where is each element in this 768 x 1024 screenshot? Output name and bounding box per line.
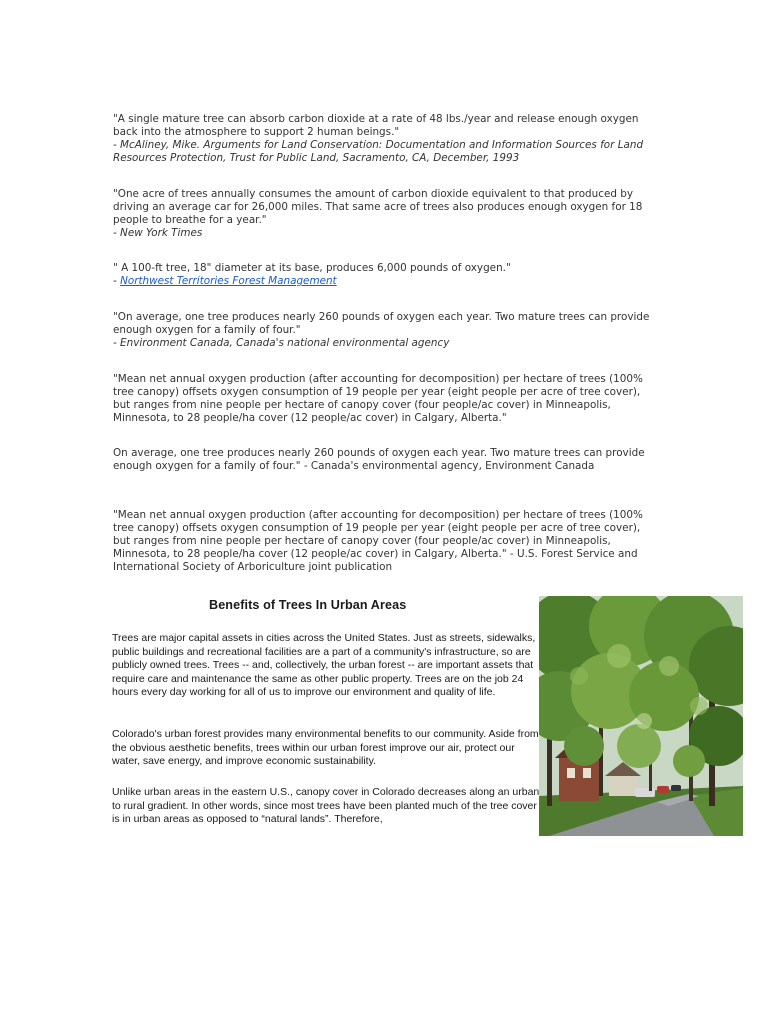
section-title: Benefits of Trees In Urban Areas <box>209 598 407 612</box>
quote-text: "Mean net annual oxygen production (after accounting for decomposition) per hectare of trees (100% tree canopy) offsets oxygen consumption of 19 people per year (eight people per acre of tree cover), but ranges from nine people per hectare of canopy cover (four people/ac cover) in Minneapolis, Minnesota, to 28 people/ha cover (12 people/ac cover) in Calgary, Alberta." <box>113 373 643 424</box>
quote-text: On average, one tree produces nearly 260 pounds of oxygen each year. Two mature trees can provide enough oxygen for a family of four." - Canada's environmental agency, Environment Canada <box>113 447 645 472</box>
quote-text: " A 100-ft tree, 18" diameter at its base, produces 6,000 pounds of oxygen." <box>113 262 511 274</box>
section-paragraph-3: Unlike urban areas in the eastern U.S., canopy cover in Colorado decreases along an urban to rural gradient. In other words, since most trees have been planted much of the tree cover is in urban areas as opposed to “natural lands”. Therefore, <box>112 786 540 826</box>
section-paragraph-1: Trees are major capital assets in cities across the United States. Just as streets, sidewalks, public buildings and recreational facilities are a part of a community's infrastructure, so are publicly owned trees. Trees -- and, collectively, the urban forest -- are important assets that require care and maintenance the same as other public property. Trees are on the job 24 hours every day working for all of us to improve our environment and quality of life. <box>112 632 536 699</box>
quote-source: - Environment Canada, Canada's national environmental agency <box>113 336 450 349</box>
quote-3 <box>113 262 653 288</box>
quote-source: - McAliney, Mike. Arguments for Land Conservation: Documentation and Information Sources for Land Resources Protection, Trust for Public Land, Sacramento, CA, December, 1993 <box>113 138 644 164</box>
quote-1 <box>113 113 653 165</box>
quote-5 <box>113 373 653 425</box>
quote-7 <box>113 509 653 574</box>
quote-6 <box>113 447 653 473</box>
quote-text: "A single mature tree can absorb carbon dioxide at a rate of 48 lbs./year and release enough oxygen back into the atmosphere to support 2 human beings." <box>113 113 639 138</box>
source-prefix: - <box>113 274 121 287</box>
quote-text: "One acre of trees annually consumes the amount of carbon dioxide equivalent to that produced by driving an average car for 26,000 miles. That same acre of trees also produces enough oxygen for 18 people to breathe for a year." <box>113 188 643 226</box>
quote-source: - New York Times <box>113 226 203 239</box>
quote-source <box>113 275 653 288</box>
quote-text: "Mean net annual oxygen production (after accounting for decomposition) per hectare of trees (100% tree canopy) offsets oxygen consumption of 19 people per year (eight people per acre of tree cover), but ranges from nine people per hectare of canopy cover (four people/ac cover) in Minneapolis, Minnesota, to 28 people/ha cover (12 people/ac cover) in Calgary, Alberta." - U.S. Forest Service and International Society of Arboriculture joint publication <box>113 509 643 573</box>
quote-4 <box>113 311 653 350</box>
section-paragraph-2: Colorado's urban forest provides many environmental benefits to our community. Aside from the obvious aesthetic benefits, trees within our urban forest improve our air, protect our water, save energy, and improve economic sustainability. <box>112 728 539 768</box>
quote-2 <box>113 188 653 240</box>
source-link[interactable]: Northwest Territories Forest Management <box>120 274 337 287</box>
quote-text: "On average, one tree produces nearly 260 pounds of oxygen each year. Two mature trees can provide enough oxygen for a family of four." <box>113 311 650 336</box>
tree-lined-street-photo <box>539 596 743 836</box>
